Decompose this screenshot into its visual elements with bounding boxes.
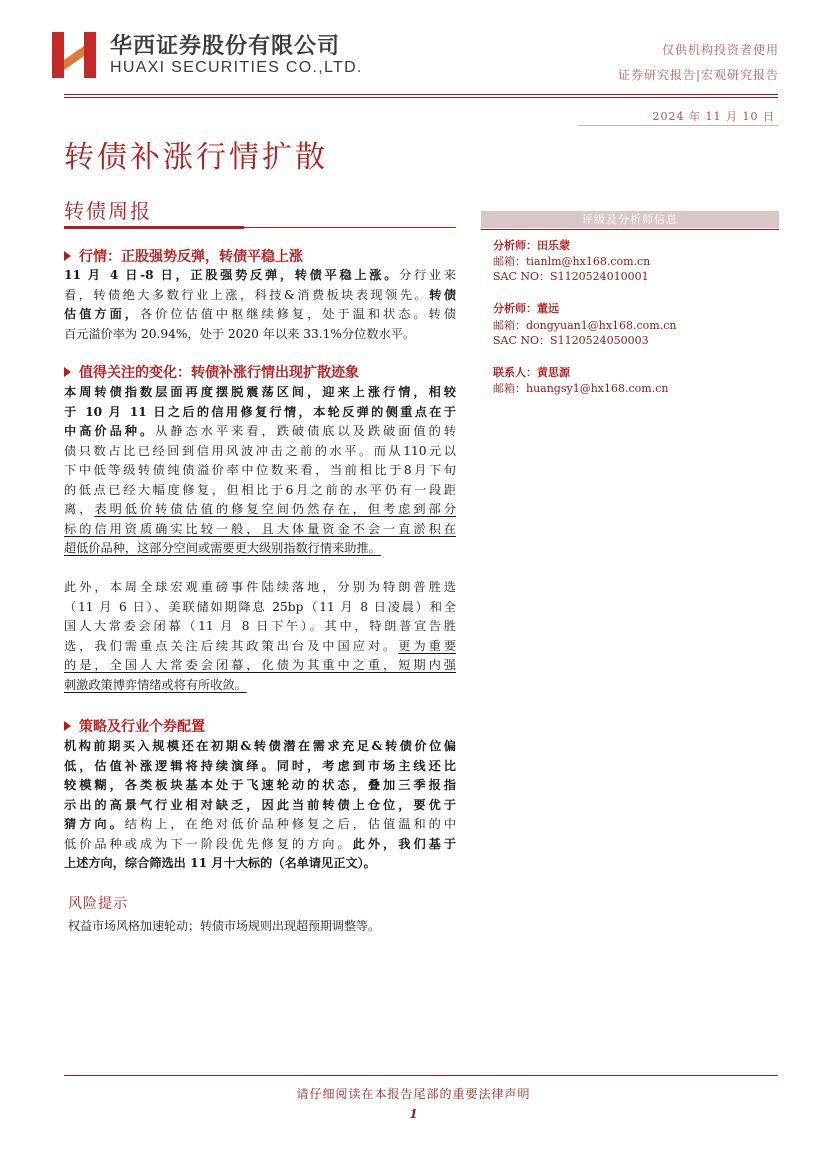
s2-line-1: 本周转债指数层面再度摆脱震荡区间，迎来上涨行情，相较: [64, 385, 456, 399]
page-number: 1: [409, 1107, 418, 1121]
analyst-2-sac: SAC NO：S1120524050003: [493, 334, 649, 347]
s1-line-2: 看，转债绝大多数行业上涨，科技&消费板块表现领先。转债: [64, 288, 457, 302]
section-market-heading: 行情：正股强势反弹，转债平稳上涨: [64, 246, 303, 266]
s2-line-9: 超低价品种，这部分空间或需要更大级别指数行情来助推。: [64, 541, 381, 555]
analyst-1-name: 分析师：田乐蒙: [493, 239, 570, 252]
risk-heading: 风险提示: [68, 896, 128, 912]
report-date: 2024 年 11 月 10 日: [652, 110, 775, 123]
s2b-line-4: 选，我们需重点关注后续其政策出台及中国应对。更为重要: [64, 639, 457, 653]
s2-line-8: 标的信用资质确实比较一般，且大体量资金不会一直淤积在: [64, 522, 456, 536]
s2-line-5: 下中低等级转债纯债溢价率中位数来看，当前相比于8月下旬: [64, 463, 456, 477]
huaxi-logo-icon: [52, 32, 96, 78]
company-name-en: HUAXI SECURITIES CO.,LTD.: [110, 59, 363, 76]
s1-line-3: 估值方面，各价位估值中枢继续修复，处于温和状态。转债: [64, 307, 457, 321]
s3-line-6: 低价品种或成为下一阶段优先修复的方向。此外，我们基于: [64, 837, 457, 851]
s2b-line-1: 此外，本周全球宏观重磅事件陆续落地，分别为特朗普胜选: [64, 580, 456, 594]
legal-notice: 请仔细阅读在本报告尾部的重要法律声明: [296, 1087, 531, 1101]
section-strategy-heading: 策略及行业个券配置: [64, 716, 205, 736]
s2-line-7: 离，表明低价转债估值的修复空间仍然存在，但考虑到部分: [64, 502, 457, 516]
analyst-2-name: 分析师：董远: [493, 302, 559, 315]
triangle-bullet-icon: [64, 721, 71, 731]
s1-line-1: 11 月 4 日-8 日，正股强势反弹，转债平稳上涨。分行业来: [64, 268, 457, 282]
report-type: 证券研究报告|宏观研究报告: [617, 68, 779, 82]
s2-line-3: 中高价品种。从静态水平来看，跌破债底以及跌破面值的转: [64, 424, 457, 438]
header-rule-secondary: [64, 97, 778, 98]
s1-line-4: 百元溢价率为 20.94%，处于 2020 年以来 33.1%分位数水平。: [64, 327, 416, 341]
s2-line-6: 的低点已经大幅度修复，但相比于6月之前的水平仍有一段距: [64, 483, 456, 497]
s2-line-2: 于 10 月 11 日之后的信用修复行情，本轮反弹的侧重点在于: [64, 405, 456, 419]
subtitle-rule: [244, 227, 456, 228]
analyst-1-sac: SAC NO：S1120524010001: [493, 270, 649, 283]
contact-email: 邮箱：huangsy1@hx168.com.cn: [493, 382, 669, 395]
analyst-2-email: 邮箱：dongyuan1@hx168.com.cn: [493, 319, 677, 332]
sidebar-rule: [481, 229, 779, 230]
report-subtitle: 转债周报: [64, 199, 152, 223]
s3-line-2: 低，估值补涨逻辑将持续演绎。同时，考虑到市场主线还比: [64, 759, 456, 773]
subtitle-bar: [64, 226, 244, 229]
report-title: 转债补涨行情扩散: [64, 140, 328, 175]
header-rule: [64, 94, 778, 95]
s2-line-4: 债只数占比已经回到信用风波冲击之前的水平。而从110元以: [64, 444, 456, 458]
s3-line-3: 较模糊，各类板块基本处于飞速轮动的状态，叠加三季报指: [64, 778, 456, 792]
triangle-bullet-icon: [64, 251, 71, 261]
s2b-line-6: 刺激政策博弈情绪或将有所收敛。: [64, 678, 247, 692]
contact-name: 联系人：黄思源: [493, 366, 570, 379]
footer-rule: [64, 1075, 778, 1076]
risk-text: 权益市场风格加速轮动；转债市场规则出现超预期调整等。: [68, 919, 381, 933]
s2b-line-5: 的是，全国人大常委会闭幕，化债为其重中之重，短期内强: [64, 658, 456, 672]
s3-line-5: 猜方向。结构上，在绝对低价品种修复之后，估值温和的中: [64, 817, 457, 831]
s2b-line-2: （11 月 6 日）、美联储如期降息 25bp（11 月 8 日凌晨）和全: [64, 600, 456, 614]
s2b-line-3: 国人大常委会闭幕（11 月 8 日下午）。其中，特朗普宣告胜: [64, 619, 456, 633]
triangle-bullet-icon: [64, 367, 71, 377]
audience-note: 仅供机构投资者使用: [661, 43, 779, 57]
analyst-1-email: 邮箱：tianlm@hx168.com.cn: [493, 255, 651, 268]
section-changes-heading: 值得关注的变化：转债补涨行情出现扩散迹象: [64, 362, 359, 382]
s3-line-7: 上述方向，综合筛选出 11 月十大标的（名单请见正文）。: [64, 856, 376, 870]
company-name-cn: 华西证券股份有限公司: [110, 34, 341, 59]
date-rule: [578, 125, 778, 126]
analyst-info-heading: 评级及分析师信息: [481, 211, 779, 228]
s3-line-4: 示出的高景气行业相对缺乏，因此当前转债上仓位，要优于: [64, 798, 456, 812]
s3-line-1: 机构前期买入规模还在初期&转债潜在需求充足&转债价位偏: [64, 739, 456, 753]
